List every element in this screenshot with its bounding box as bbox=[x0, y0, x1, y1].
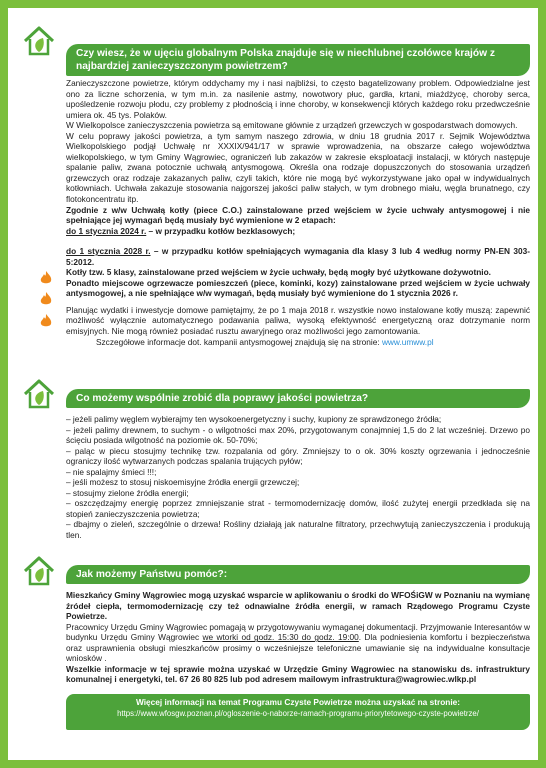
paragraph: Planując wydatki i inwestycje domowe pamiętajmy, że po 1 maja 2018 r. wszystkie nowo instalowane kotły muszą: zapewnić możliwość wyłącznie automatycznego podawania paliwa, wysoką efektywność energetyczną oraz dotrzymanie norm emisyjnych. Nie mogą również posiadać rusztu awaryjnego oraz możliwości jego zamontowania. bbox=[66, 304, 530, 337]
flame-icon bbox=[40, 271, 52, 285]
paragraph: Kotły tzw. 5 klasy, zainstalowane przed wejściem w życie uchwały, będą mogły być użytkowane dożywotnio. bbox=[66, 267, 491, 278]
info-text: Szczegółowe informacje dot. kampanii antysmogowej znajdują się na stronie: bbox=[96, 336, 382, 347]
paragraph bbox=[66, 337, 530, 348]
deadline-1 bbox=[66, 226, 530, 237]
list-item: – stosujmy zielone źródła energii; bbox=[66, 487, 189, 498]
deadline-2 bbox=[66, 246, 530, 267]
deadline-date: do 1 stycznia 2028 r. bbox=[66, 246, 151, 257]
paragraph bbox=[66, 622, 530, 664]
section1-body bbox=[66, 78, 530, 347]
deadline-text: – w przypadku kotłów bezklasowych; bbox=[146, 225, 296, 236]
paragraph-text: Pracownicy Urzędu Gminy Wągrowiec pomagają w przygotowywaniu wymaganej dokumentacji. Przyjmowanie Interesantów w budynku Urzędu Gminy Wągrowiec bbox=[66, 621, 530, 643]
paragraph: Mieszkańcy Gminy Wągrowiec mogą uzyskać wsparcie w aplikowaniu o środki do WFOŚiGW w Poznaniu na wymianę źródeł ciepła, termomodernizację czy też odnawialne źródła energii, w ramach Rządowego Programu Czyste Powietrze. bbox=[66, 590, 530, 622]
deadline-text: – w przypadku kotłów spełniających wymagania dla klasy 3 lub 4 według normy PN-EN 303-5:2012. bbox=[66, 246, 530, 267]
leaflet-page bbox=[8, 8, 538, 760]
list-item: – oszczędzajmy energię poprzez zmniejszanie strat - termomodernizację domów, ilość zużytej energii przedkłada się na stopień zanieczyszczenia powietrza; bbox=[66, 498, 530, 519]
list-item: – jeśli możesz to stosuj niskoemisyjne źródła energii grzewczej; bbox=[66, 477, 300, 488]
paragraph: Wszelkie informacje w tej sprawie można uzyskać w Urzędzie Gminy Wągrowiec na stanowisku ds. infrastruktury komunalnej i energetyki, tel. 67 26 80 825 lub pod adresem mailowym infrastruktura@wagrowiec.wlkp.pl bbox=[66, 663, 530, 685]
list-item: – paląc w piecu stosujmy technikę tzw. rozpalania od góry. Zmniejszy to o ok. 30% koszty ogrzewania i jednocześnie ograniczy ilość wytwarzanych podczas spalania trujących pyłów; bbox=[66, 445, 530, 467]
paragraph-text: . Dla podniesienia komfortu i bezpieczeństwa oraz usprawnienia obsługi mieszkańców prosimy o wcześniejsze telefoniczne umawianie się na indywidualne konsultacje wniosków . bbox=[66, 632, 531, 664]
umww-link[interactable]: www.umww.pl bbox=[381, 336, 434, 347]
list-item: – jeżeli palimy węglem wybierajmy ten wysokoenergetyczny i suchy, kupiony ze sprawdzonego źródła; bbox=[66, 414, 442, 424]
list-item: – nie spalajmy śmieci !!!; bbox=[66, 466, 157, 477]
office-hours: we wtorki od godz. 15:30 do godz. 19:00 bbox=[202, 632, 359, 643]
section3-title: Jak możemy Państwu pomóc?: bbox=[66, 565, 530, 584]
section1-title: Czy wiesz, że w ujęciu globalnym Polska znajduje się w niechlubnej czołówce krajów z najbardziej zanieczyszczonym powietrzem? bbox=[66, 44, 530, 76]
paragraph: W celu poprawy jakości powietrza, a tym samym naszego zdrowia, w dniu 18 grudnia 2017 r. Sejmik Województwa Wielkopolskiego podjął Uchwałę nr XXXIX/941/17 w sprawie wprowadzenia, na obszarze całego województwa wielkopolskiego, w tym Gminy Wągrowiec, ograniczeń lub zakazów w zakresie eksploatacji instalacji, w których następuje spalanie paliw, zwana potocznie uchwałą antysmogową. Określa ona rodzaje dopuszczonych do stosowania urządzeń grzewczych oraz rodzaje zakazanych paliw, czyli takich, które nie mogą być wykorzystywane jako opał w indywidualnych kotłowniach. Uchwała zakazuje stosowania najgorszej jakości paliw stałych, w tym drobnego miału, węgla brunatnego, czy flotokoncentratu itp. bbox=[66, 130, 530, 205]
paragraph: Ponadto miejscowe ogrzewacze pomieszczeń (piece, kominki, kozy) zainstalowane przed wejściem w życie uchwały antysmogowej, a nie spełniające w/w wymagań, będą musiały być wymienione do 1 stycznia 2026 r. bbox=[66, 277, 530, 299]
section2-title: Co możemy wspólnie zrobić dla poprawy jakości powietrza? bbox=[66, 389, 530, 408]
house-leaf-icon bbox=[22, 24, 56, 58]
deadline-date: do 1 stycznia 2024 r. bbox=[66, 225, 147, 236]
section3-body bbox=[66, 590, 530, 685]
paragraph: W Wielkopolsce zanieczyszczenia powietrza są emitowane głównie z urządzeń grzewczych w gospodarstwach domowych. bbox=[66, 120, 518, 131]
footer-banner bbox=[66, 694, 530, 730]
footer-url[interactable]: https://www.wfosgw.poznan.pl/ogloszenie-o-naborze-ramach-programu-priorytetowego-czyste-powietrze/ bbox=[117, 709, 479, 718]
list-item: – jeżeli palimy drewnem, to suchym - o wilgotności max 20%, przygotowanym conajmniej 1,5 do 2 lat wcześniej. Drzewo po ścięciu posiada wilgotność na poziomie ok. 50-70%; bbox=[66, 424, 530, 446]
paragraph: Zgodnie z w/w Uchwałą kotły (piece C.O.) zainstalowane przed wejściem w życie uchwały antysmogowej i nie spełniające jej wymagań będą musiały być wymienione w 2 etapach: bbox=[66, 204, 530, 226]
footer-title: Więcej informacji na temat Programu Czyste Powietrze można uzyskać na stronie: bbox=[135, 697, 461, 707]
house-leaf-icon bbox=[22, 554, 56, 588]
list-item: – dbajmy o zieleń, szczególnie o drzewa! Rośliny działają jak naturalne filtratory, przechwytują zanieczyszczenia i produkują tlen. bbox=[66, 519, 530, 541]
section2-list bbox=[66, 414, 530, 541]
paragraph: Zanieczyszczone powietrze, którym oddychamy my i nasi najbliżsi, to często bagatelizowany problem. Odpowiedzialne jest ono za liczne schorzenia, w tym m.in. za nasilenie astmy, nowotwory płuc, gardła, krtani, miażdżycę, choroby serca, upośledzenie rozwoju płodu, czy problemy z płodnością i inne choroby, w konsekwencji których każdego roku przedwcześnie umiera ok. 45 tys. Polaków. bbox=[66, 78, 530, 120]
house-leaf-icon bbox=[22, 377, 56, 411]
flame-icon bbox=[40, 314, 52, 328]
flame-icon bbox=[40, 292, 52, 306]
